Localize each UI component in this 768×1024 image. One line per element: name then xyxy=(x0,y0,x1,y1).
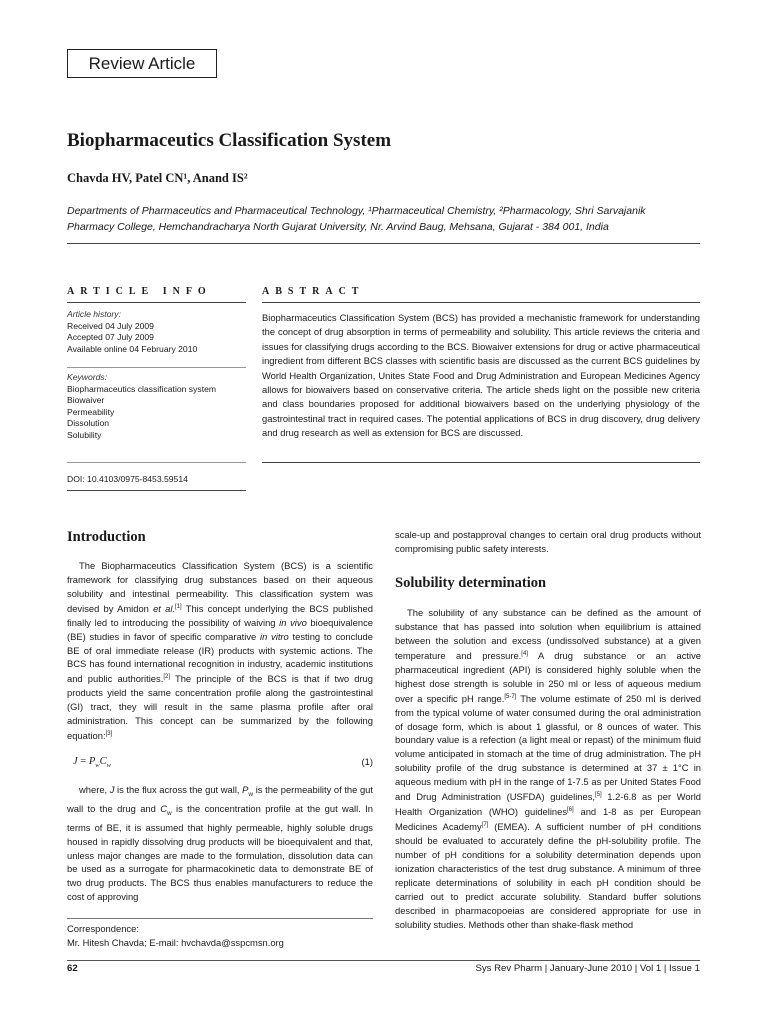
page-number: 62 xyxy=(67,963,78,974)
article-info-rule xyxy=(67,302,246,303)
article-info-bottom-rule xyxy=(67,490,246,491)
paragraph: where, J is the flux across the gut wall, $P_w$ is the permeability of the gut wall to the drug and $C_w$ is the concentration profile at the gut wall. In terms of BE, it is assumed that highly permeable, highly soluble drugs housed in rapidly dissolving drug products will be bioequivalent and that, unless major changes are made to the formulation, dissolution data can be used as a surrogate for pharmacokinetic data to demonstrate BE of two drug products. The BCS thus enables manufacturers to reduce the cost of approving xyxy=(67,784,373,903)
keyword-item: Biowaiver xyxy=(67,395,105,406)
paragraph: The solubility of any substance can be defined as the amount of substance that has passed into solution when equilibrium is attained between the solution and excess (undissolved substance) at a given temperature and pressure.[4] A drug substance or an active pharmaceutical ingredient (API) is considered highly soluble when the highest dose strength is soluble in 250 ml or less of aqueous medium over a specific pH range.[5-7] The volume estimate of 250 ml is derived from the typical volume of water consumed during the oral administration of dosage form, which is about 1 glassful, or 8 ounces of water. This boundary value is a refection (a light meal or repast) of the minimum fluid volume anticipated in stomach at the time of drug administration. The pH solubility profile of the drug substance is determined at 37 ± 1°C in aqueous medium with pH in the range of 1-7.5 as per United States Food and Drug Administration (USFDA) guidelines,[5] 1.2-6.8 as per World Health Organization (WHO) guidelines[6] and 1-8 as per European Medicines Academy[7] (EMEA). A sufficient number of pH conditions should be evaluated to accurately define the pH-solubility profile. The number of pH conditions for a solubility determination depends upon ionization characteristics of the test drug substance. A minimum of three replicate determinations of solubility in each pH condition should be carried out to predict accurate solubility. Standard buffer solutions described in pharmacopoeias are considered appropriate for use in solubility studies. Methods other than shake-flask method xyxy=(395,607,702,930)
solubility-body xyxy=(395,606,701,931)
correspondence-label: Correspondence: xyxy=(67,923,139,934)
equation-row xyxy=(67,743,373,783)
article-type-badge: Review Article xyxy=(67,49,217,78)
right-column-continuation xyxy=(395,528,701,556)
abstract-bottom-rule xyxy=(262,462,700,463)
equation-number: (1) xyxy=(361,756,373,768)
info-divider xyxy=(67,367,246,368)
keyword-item: Solubility xyxy=(67,429,102,440)
solubility-heading: Solubility determination xyxy=(395,575,547,591)
paragraph: scale-up and postapproval changes to certain oral drug products without compromising public safety interests. xyxy=(395,529,701,554)
abstract-rule xyxy=(262,302,700,303)
introduction-body xyxy=(67,559,373,904)
article-authors: Chavda HV, Patel CN¹, Anand IS² xyxy=(67,171,248,185)
keywords-list xyxy=(67,372,216,442)
history-item: Accepted 07 July 2009 xyxy=(67,332,154,343)
keywords-label: Keywords: xyxy=(67,372,108,382)
history-item: Received 04 July 2009 xyxy=(67,320,154,331)
affiliation-line: Pharmacy College, Hemchandracharya North Gujarat University, Nr. Arvind Baug, Mehsana, Gujarat - 384 001, India xyxy=(67,221,609,233)
correspondence-rule xyxy=(67,918,373,919)
article-doi: DOI: 10.4103/0975-8453.59514 xyxy=(67,474,188,484)
introduction-heading: Introduction xyxy=(67,529,146,545)
keyword-item: Dissolution xyxy=(67,418,110,429)
footer-rule xyxy=(67,960,700,961)
history-item: Available online 04 February 2010 xyxy=(67,343,198,354)
equation: $J = P_wC_w$ xyxy=(73,756,111,770)
header-rule xyxy=(67,243,700,244)
keyword-item: Permeability xyxy=(67,406,115,417)
keyword-item: Biopharmaceutics classification system xyxy=(67,383,217,394)
article-info-heading: ARTICLE INFO xyxy=(67,286,212,297)
article-title: Biopharmaceutics Classification System xyxy=(67,130,392,151)
article-history xyxy=(67,309,197,355)
abstract-text: Biopharmaceutics Classification System (BCS) has provided a mechanistic framework for understanding the concept of drug absorption in terms of permeability and solubility. This article reviews the criteria and issues for classifying drugs according to the BCS. Biowaiver extensions for drug or active pharmaceutical ingredient from different BCS classes with scientific basis are discussed as the current BCS guidelines by World Health Organization, Unites State Food and Drug Administration and European Medicines Agency allows for biowaivers based on conservative criteria. The article sheds light on the possible new criteria and class boundaries proposed for additional biowaivers based on the underlying physiology of the gastrointestinal tract in required cases. The potential applications of BCS in drug discovery, drug delivery and drug research as well as extension for BCS are discussed. xyxy=(262,312,700,439)
info-divider xyxy=(67,462,246,463)
correspondence xyxy=(67,922,284,950)
author-affiliation xyxy=(67,203,707,235)
paragraph: The Biopharmaceutics Classification System (BCS) is a scientific framework for classifying drug substances based on their aqueous solubility and intestinal permeability. This classification system was devised by Amidon et al.[1] This concept underlying the BCS published finally led to introducing the possibility of waiving in vivo bioequivalence (BE) studies in favor of specific comparative in vitro testing to conclude BE of oral immediate release (IR) products with systemic actions. The BCS has found international recognition in industry, academic institutions and public authorities.[2] The principle of the BCS is that if two drug products yield the same concentration profile along the gastrointestinal (GI) tract, they will result in the same plasma profile after oral administration. This concept can be summarized by the following equation:[3] xyxy=(67,560,373,742)
journal-info: Sys Rev Pharm | January-June 2010 | Vol 1 | Issue 1 xyxy=(475,963,700,974)
abstract-heading: ABSTRACT xyxy=(262,286,365,297)
history-label: Article history: xyxy=(67,309,121,319)
affiliation-line: Departments of Pharmaceutics and Pharmaceutical Technology, ¹Pharmaceutical Chemistry, ²Pharmacology, Shri Sarvajanik xyxy=(67,205,646,217)
correspondence-text: Mr. Hitesh Chavda; E-mail: hvchavda@sspcmsn.org xyxy=(67,937,284,948)
